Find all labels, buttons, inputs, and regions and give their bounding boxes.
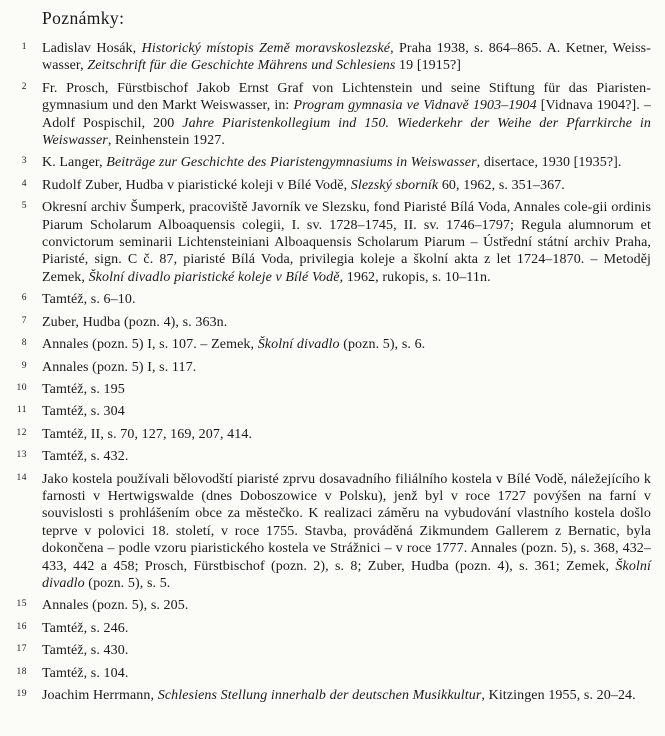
footnote-text xyxy=(42,597,651,614)
footnote-row xyxy=(0,471,651,593)
footnote-row xyxy=(0,448,651,465)
footnote-row xyxy=(0,336,651,353)
footnote-text xyxy=(42,80,651,150)
footnote-text-run: , Kitzingen 1955, s. 20–24. xyxy=(481,688,636,703)
footnote-number: 11 xyxy=(16,405,27,416)
footnote-row xyxy=(0,199,651,286)
footnote-text-run: Tamtéž, s. 246. xyxy=(42,620,129,636)
footnote-text-run: 19 [1915?] xyxy=(395,58,462,74)
footnote-text xyxy=(42,471,651,593)
footnote-number: 18 xyxy=(16,666,27,677)
footnote-row xyxy=(0,314,651,331)
footnote-text xyxy=(42,687,651,704)
footnote-number: 2 xyxy=(21,81,27,92)
footnote-text-run: Fr. Prosch, Fürstbischof Jakob Ernst Graf von Lichtenstein und seine Stiftung für das Piaristen-gymnasium und den Markt Weiswasser, in: xyxy=(42,80,651,114)
footnote-text-run: Joachim Herrmann, xyxy=(42,688,158,703)
footnote-text xyxy=(42,426,651,443)
footnote-number: 17 xyxy=(16,644,27,655)
footnote-italic-run: Školní divadlo xyxy=(42,558,651,591)
footnote-text-run: , 1962, rukopis, s. 10–11n. xyxy=(339,269,491,285)
footnote-text xyxy=(42,177,651,194)
footnote-row xyxy=(0,381,651,398)
footnote-list xyxy=(0,40,651,704)
footnote-italic-run: Program gymnasia ve Vidnavě 1903–1904 xyxy=(293,98,537,114)
footnote-text-run: Annales (pozn. 5), s. 205. xyxy=(42,598,189,614)
footnote-text-run: Jako kostela používali bělovodští piaristé zprvu dosavadního filiálního kostela v Bílé Vodě, náležejícího k farnosti v Hertwigswalde (dnes Doboszowice v Polsku), jenž byl v roce 1727 povýšen na farní v souvislosti s prohlášením obce za městečko. K realizaci záměru na vybudování vlastního kostela došlo teprve v polovici 18. století, v roce 1755. Stavba, prováděná Zikmundem Gallerem z Bernatic, byla dokončena – podle vzoru piaristického kostela ve Strážnici – v roce 1777. Annales (pozn. 5), s. 368, 432–433, 442 a 458; Prosch, Fürstbischof (pozn. 2), s. 8; Zuber, Hudba (pozn. 4), s. 361; Zemek, xyxy=(42,471,651,574)
footnote-text xyxy=(42,314,651,331)
footnote-italic-run: Beiträge zur Geschichte des Piaristengymnasiums in Weiswasser xyxy=(106,155,477,171)
footnote-text xyxy=(42,665,651,682)
footnote-text-run: [Vidnava 1904?]. – Adolf Pospischil, 200 xyxy=(42,98,652,131)
footnote-text xyxy=(42,154,651,171)
footnote-number: 13 xyxy=(16,450,27,461)
footnote-text xyxy=(42,403,651,420)
footnote-text-run: (pozn. 5), s. 6. xyxy=(339,337,426,353)
footnote-text-run: , disertace, 1930 [1935?]. xyxy=(476,155,622,171)
footnote-text-run: 60, 1962, s. 351–367. xyxy=(438,177,565,193)
footnote-number: 6 xyxy=(21,293,27,304)
footnote-row xyxy=(0,40,651,75)
footnote-number: 10 xyxy=(16,382,27,393)
footnote-row xyxy=(0,597,651,614)
footnote-text-run: Annales (pozn. 5) I, s. 107. – Zemek, xyxy=(42,337,258,353)
footnote-italic-run: Školní divadlo piaristické koleje v Bílé Vodě xyxy=(88,269,340,285)
footnote-number: 7 xyxy=(21,315,27,326)
footnote-text-run: Tamtéž, s. 104. xyxy=(42,665,129,681)
footnote-text-run: K. Langer, xyxy=(42,155,107,171)
footnote-text-run: Zuber, Hudba (pozn. 4), s. 363n. xyxy=(42,314,228,330)
footnote-text-run: Tamtéž, s. 195 xyxy=(42,381,125,397)
footnote-number: 19 xyxy=(16,689,27,699)
footnote-row xyxy=(0,687,651,704)
footnote-number: 9 xyxy=(21,360,27,371)
footnote-row xyxy=(0,665,651,682)
footnote-row xyxy=(0,642,651,659)
footnote-text xyxy=(42,199,651,286)
footnote-row xyxy=(0,154,651,171)
footnote-text xyxy=(42,40,651,75)
footnote-text-run: , Reinhenstein 1927. xyxy=(107,133,225,149)
footnote-italic-run: Zeitschrift für die Geschichte Mährens und Schlesiens xyxy=(87,58,396,74)
footnote-number: 3 xyxy=(21,156,27,167)
footnote-row xyxy=(0,80,651,150)
footnote-number: 16 xyxy=(16,621,27,632)
footnote-text-run: Annales (pozn. 5) I, s. 117. xyxy=(42,359,197,375)
footnote-italic-run: Slezský sborník xyxy=(350,177,439,193)
footnote-text-run: Tamtéž, s. 304 xyxy=(42,404,125,420)
footnote-text-run: Tamtéž, s. 432. xyxy=(42,449,129,465)
footnote-text-run: Okresní archiv Šumperk, pracoviště Javorník ve Slezsku, fond Piaristé Bílá Voda, Annales cole-gii ordinis Piarum Scholarum Alboaquensis colegii, I. sv. 1728–1745, II. sv. 1746–1797; Regula alumnorum et convictorum seminarii Lichtensteiniani Alboaquensis Scholarum Piarum – Ústřední státní archiv Praha, Piaristé, sign. C č. 87, piaristé Bílá Voda, privilegia koleje a školní akta z let 1724–1870. – Metoděj Zemek, xyxy=(42,200,651,285)
footnote-text xyxy=(42,336,651,353)
footnote-number: 8 xyxy=(21,338,27,349)
footnote-number: 14 xyxy=(16,472,27,483)
footnote-text xyxy=(42,291,651,308)
footnote-number: 15 xyxy=(16,599,27,610)
footnote-row xyxy=(0,177,651,194)
footnote-row xyxy=(0,426,651,443)
footnote-text xyxy=(42,381,651,398)
footnote-row xyxy=(0,620,651,637)
footnote-text-run: Ladislav Hosák, xyxy=(42,41,142,56)
footnote-text xyxy=(42,448,651,465)
footnote-text xyxy=(42,359,651,376)
footnote-italic-run: Historický místopis Země moravskoslezské xyxy=(141,41,391,56)
footnote-text-run: (pozn. 5), s. 5. xyxy=(84,575,171,591)
footnote-text xyxy=(42,642,651,659)
footnote-row xyxy=(0,359,651,376)
footnote-number: 1 xyxy=(21,42,27,52)
footnote-italic-run: Školní divadlo xyxy=(257,337,340,353)
footnote-italic-run: Schlesiens Stellung innerhalb der deutschen Musikkultur xyxy=(157,688,482,703)
footnote-text-run: Tamtéž, s. 6–10. xyxy=(42,292,136,308)
footnote-number: 12 xyxy=(16,427,27,438)
page-title: Poznámky: xyxy=(42,8,125,28)
footnote-text-run: , Praha 1938, s. 864–865. A. Ketner, Weiss-wasser, xyxy=(42,41,651,74)
footnote-text-run: Tamtéž, s. 430. xyxy=(42,643,129,659)
footnote-text xyxy=(42,620,651,637)
footnote-italic-run: Jahre Piaristenkollegium ind 150. Wiederkehr der Weihe der Pfarrkirche in Weiswasser xyxy=(42,115,651,149)
footnote-number: 4 xyxy=(21,178,27,189)
footnote-number: 5 xyxy=(21,201,27,212)
footnote-row xyxy=(0,291,651,308)
footnote-text-run: Tamtéž, II, s. 70, 127, 169, 207, 414. xyxy=(42,426,253,442)
footnote-text-run: Rudolf Zuber, Hudba v piaristické koleji v Bílé Vodě, xyxy=(42,177,351,193)
footnote-row xyxy=(0,403,651,420)
